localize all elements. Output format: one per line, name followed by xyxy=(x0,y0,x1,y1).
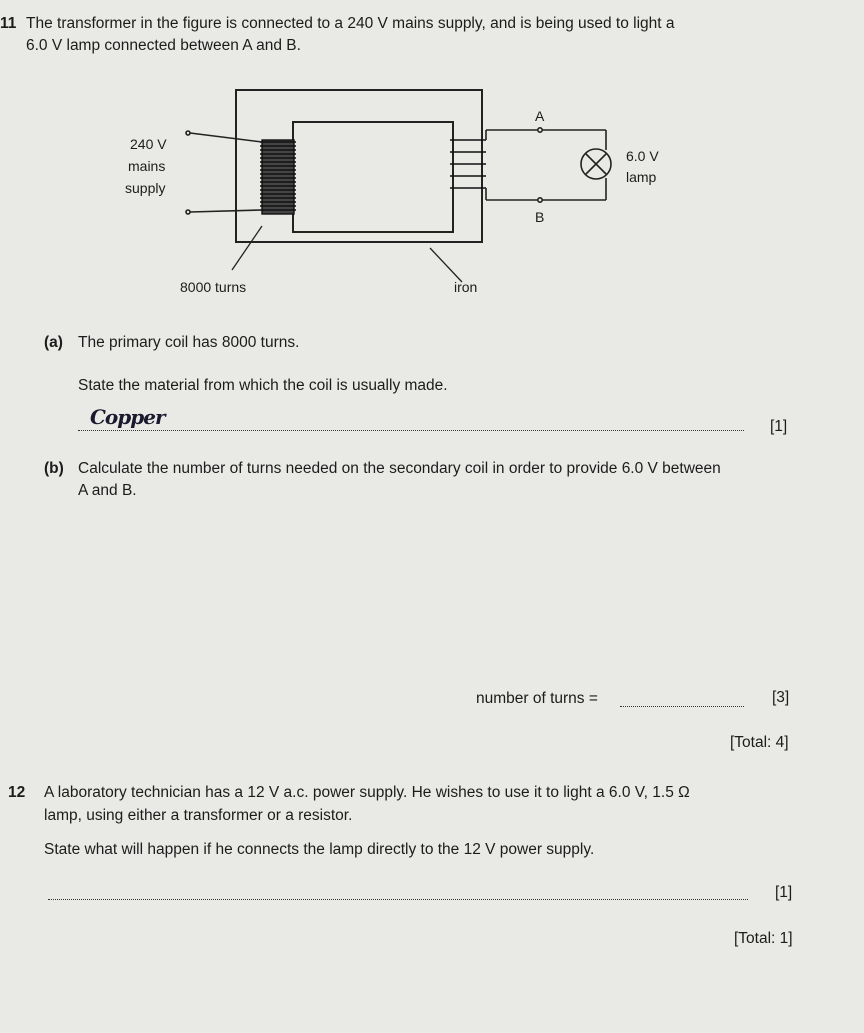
part-b-answer-line[interactable] xyxy=(620,706,744,707)
part-a-line-1: The primary coil has 8000 turns. xyxy=(78,334,300,351)
question-12-line-1: A laboratory technician has a 12 V a.c. power supply. He wishes to use it to light a 6.0 V, 1.5 Ω xyxy=(44,784,690,801)
part-b-line-1: Calculate the number of turns needed on the secondary coil in order to provide 6.0 V between xyxy=(78,460,721,477)
lamp-label: lamp xyxy=(626,169,657,185)
part-b-marks: [3] xyxy=(772,689,790,706)
iron-core-inner xyxy=(293,122,453,232)
question-11-number: 11 xyxy=(0,15,17,32)
part-a-marks: [1] xyxy=(770,418,788,435)
iron-pointer xyxy=(430,248,462,282)
primary-lead-top xyxy=(190,133,262,142)
part-a-answer-line[interactable] xyxy=(78,430,744,431)
question-12-marks: [1] xyxy=(775,884,793,901)
supply-label-supply: supply xyxy=(125,180,166,196)
question-11-intro-line-2: 6.0 V lamp connected between A and B. xyxy=(26,37,301,54)
terminal-b-label: B xyxy=(535,209,545,225)
question-12-answer-line[interactable] xyxy=(48,899,748,900)
lamp-voltage-label: 6.0 V xyxy=(626,148,659,164)
turns-label: 8000 turns xyxy=(180,279,247,295)
secondary-coil xyxy=(450,140,486,188)
question-12-line-2: lamp, using either a transformer or a resistor. xyxy=(44,807,353,824)
part-b-line-2: A and B. xyxy=(78,482,137,499)
supply-label-mains: mains xyxy=(128,158,166,174)
part-a-line-2: State the material from which the coil is usually made. xyxy=(78,377,448,394)
part-b-answer-label: number of turns = xyxy=(476,690,598,707)
part-a-letter: (a) xyxy=(44,334,63,351)
supply-label-240v: 240 V xyxy=(130,136,167,152)
question-12-total: [Total: 1] xyxy=(734,930,793,947)
iron-label: iron xyxy=(454,279,478,295)
question-12-number: 12 xyxy=(8,784,26,801)
transformer-diagram xyxy=(0,0,864,310)
question-11-total: [Total: 4] xyxy=(730,734,789,751)
question-12-line-3: State what will happen if he connects the lamp directly to the 12 V power supply. xyxy=(44,841,595,858)
terminal-a-label: A xyxy=(535,108,545,124)
part-b-letter: (b) xyxy=(44,460,64,477)
primary-lead-bottom xyxy=(190,210,262,212)
question-11-intro-line-1: The transformer in the figure is connected to a 240 V mains supply, and is being used to light a xyxy=(26,15,675,32)
primary-coil xyxy=(260,140,296,214)
part-a-handwritten-answer: Copper xyxy=(90,405,165,429)
